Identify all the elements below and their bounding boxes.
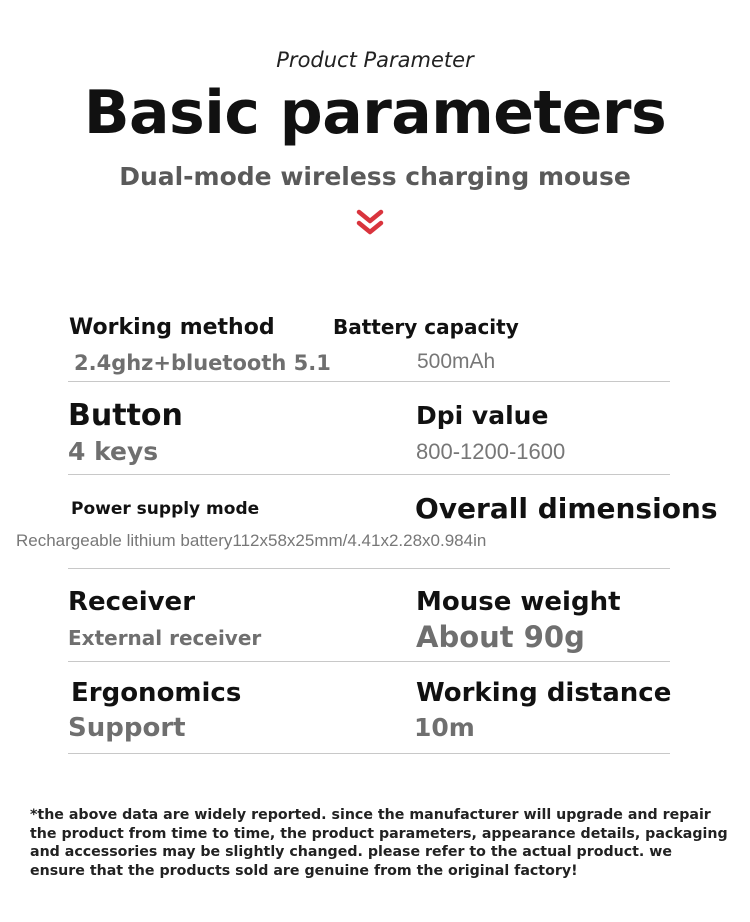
disclaimer-footnote: *the above data are widely reported. since the manufacturer will upgrade and repair the product from time to time, the product parameters, appearance details, packaging and accessories may be slightly changed. please refer to the actual product. we ensure that the products sold are genuine from the original factory! bbox=[30, 807, 728, 879]
ergonomics-value: Support bbox=[68, 713, 186, 743]
divider bbox=[68, 381, 670, 382]
power-supply-mode-label: Power supply mode bbox=[71, 499, 260, 519]
receiver-label: Receiver bbox=[68, 587, 196, 617]
divider bbox=[68, 753, 670, 754]
button-label: Button bbox=[68, 398, 183, 433]
page-title: Basic parameters bbox=[83, 78, 667, 148]
power-dimensions-value: Rechargeable lithium battery112x58x25mm/4.41x2.28x0.984in bbox=[16, 531, 487, 550]
divider bbox=[68, 474, 670, 475]
battery-capacity-label: Battery capacity bbox=[333, 315, 519, 339]
product-tagline: Dual-mode wireless charging mouse bbox=[119, 162, 631, 191]
product-parameter-kicker: Product Parameter bbox=[276, 48, 474, 72]
battery-capacity-value: 500mAh bbox=[417, 350, 496, 373]
divider bbox=[68, 568, 670, 569]
button-value: 4 keys bbox=[68, 437, 159, 466]
mouse-weight-label: Mouse weight bbox=[416, 587, 621, 617]
receiver-value: External receiver bbox=[68, 626, 262, 650]
dpi-value-label: Dpi value bbox=[416, 401, 549, 430]
overall-dimensions-label: Overall dimensions bbox=[415, 492, 718, 525]
ergonomics-label: Ergonomics bbox=[71, 678, 242, 708]
mouse-weight-value: About 90g bbox=[416, 620, 585, 654]
double-chevron-down-icon bbox=[354, 207, 386, 239]
working-distance-label: Working distance bbox=[416, 678, 672, 708]
dpi-value: 800-1200-1600 bbox=[416, 439, 566, 464]
working-distance-value: 10m bbox=[414, 713, 475, 742]
working-method-value: 2.4ghz+bluetooth 5.1 bbox=[74, 351, 331, 375]
divider bbox=[68, 661, 670, 662]
working-method-label: Working method bbox=[69, 315, 275, 340]
